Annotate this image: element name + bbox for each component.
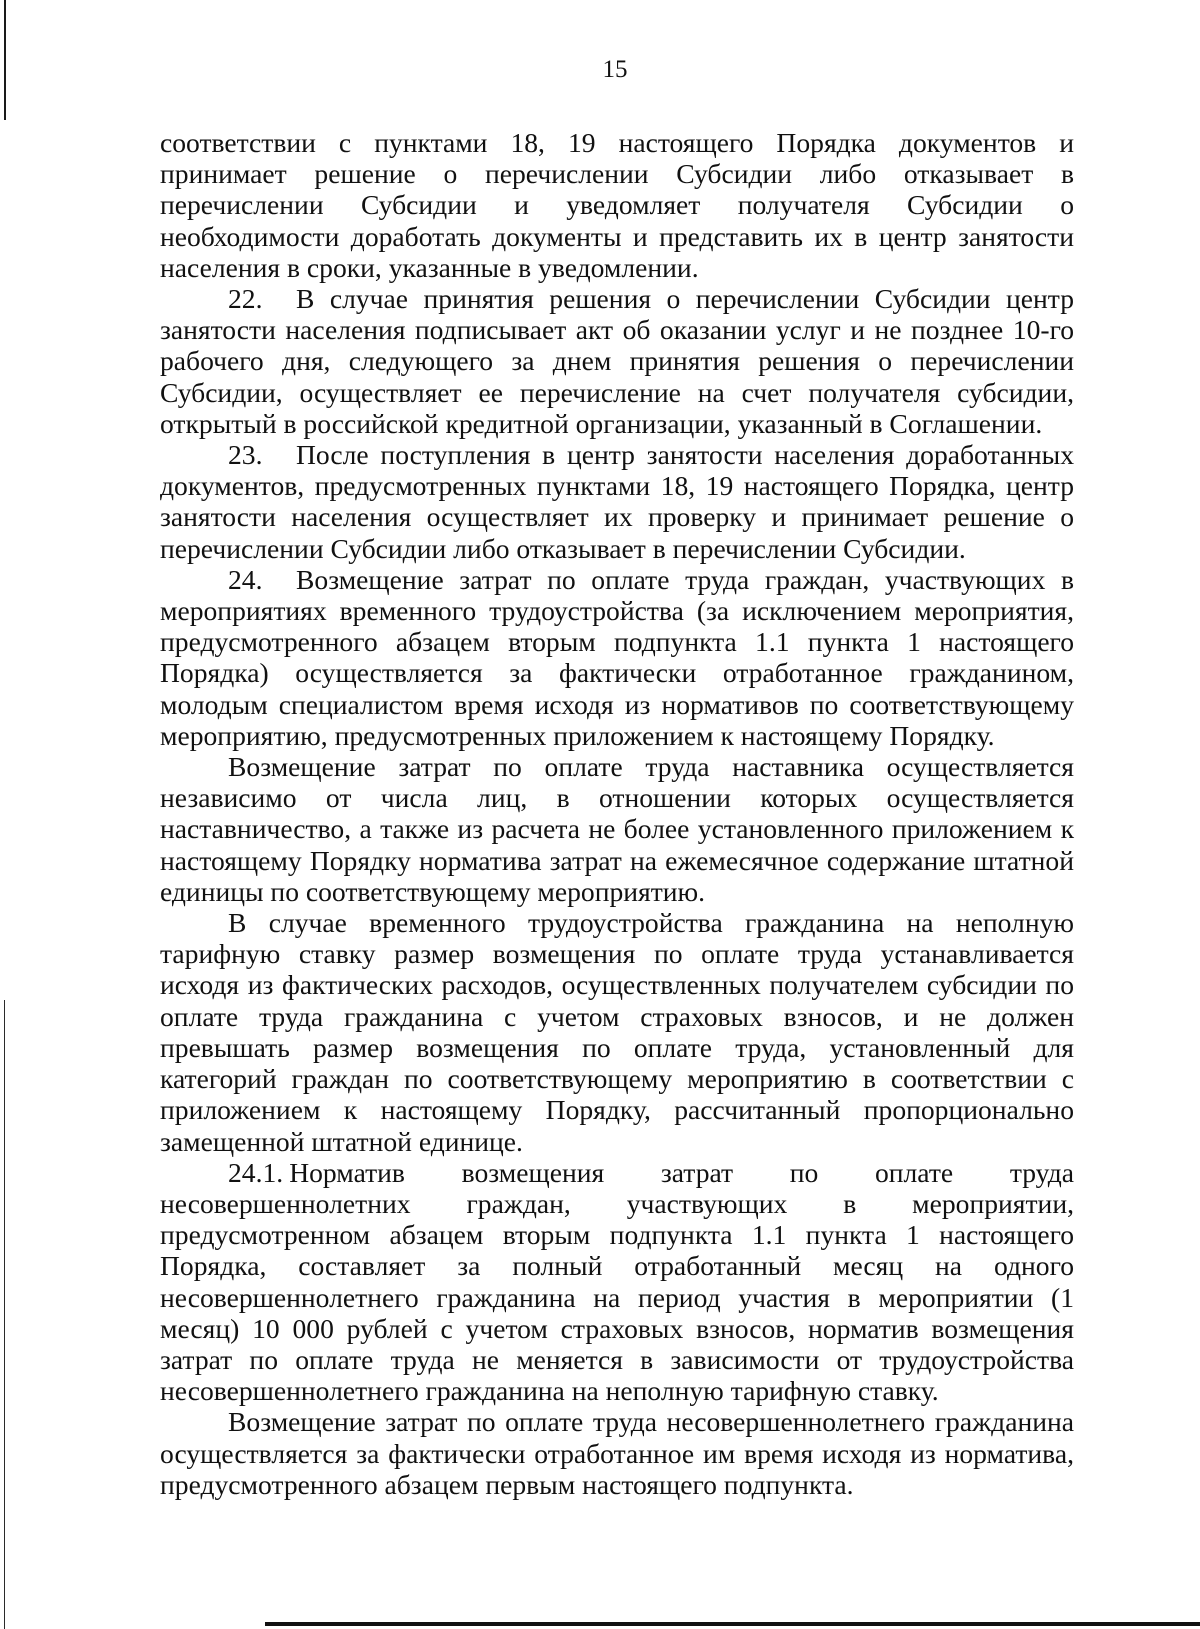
paragraph-item-22 (160, 283, 1074, 439)
paragraph-text: Норматив возмещения затрат по оплате труда несовершеннолетних граждан, участвующих в мероприятии, предусмотренном абзацем вторым подпункта 1.1 пункта 1 настоящего Порядка, составляет за полный отработанный месяц на одного несовершеннолетнего гражданина на период участия в мероприятии (1 месяц) 10 000 рублей с учетом страховых взносов, норматив возмещения затрат по оплате труда не меняется в зависимости от трудоустройства несовершеннолетнего гражданина на неполную тарифную ставку. (160, 1156, 1074, 1407)
paragraph-text: Возмещение затрат по оплате труда наставника осуществляется независимо от числа лиц, в отношении которых осуществляется наставничество, а также из расчета не более установленного приложением к настоящему Порядку норматива затрат на ежемесячное содержание штатной единицы по соответствующему мероприятию. (160, 751, 1074, 907)
paragraph-text: Возмещение затрат по оплате труда несовершеннолетнего гражданина осуществляется за фактически отработанное им время исходя из норматива, предусмотренного абзацем первым настоящего подпункта. (160, 1406, 1074, 1500)
scan-edge-lower (4, 1000, 5, 1629)
item-number: 23. (228, 439, 263, 471)
paragraph-part-time (160, 907, 1074, 1157)
scan-edge-bottom (265, 1622, 1200, 1626)
item-number: 22. (228, 283, 263, 315)
paragraph-continuation (160, 127, 1074, 283)
page-number: 15 (602, 56, 628, 83)
document-body (160, 127, 1074, 1500)
paragraph-minor-compensation (160, 1406, 1074, 1500)
item-number: 24.1. (228, 1156, 284, 1188)
paragraph-text: Возмещение затрат по оплате труда граждан, участвующих в мероприятиях временного трудоустройства (за исключением мероприятия, предусмотренного абзацем вторым подпункта 1.1 пункта 1 настоящего Порядка) осуществляется за фактически отработанное гражданином, молодым специалистом время исходя из нормативов по соответствующему мероприятию, предусмотренных приложением к настоящему Порядку. (160, 563, 1074, 751)
paragraph-text: После поступления в центр занятости населения доработанных документов, предусмотренных пунктами 18, 19 настоящего Порядка, центр занятости населения осуществляет их проверку и принимает решение о перечислении Субсидии либо отказывает в перечислении Субсидии. (160, 439, 1074, 564)
paragraph-item-23 (160, 439, 1074, 564)
paragraph-text: В случае временного трудоустройства гражданина на неполную тарифную ставку размер возмещения по оплате труда устанавливается исходя из фактических расходов, осуществленных получателем субсидии по оплате труда гражданина с учетом страховых взносов, и не должен превышать размер возмещения по оплате труда, установленный для категорий граждан по соответствующему мероприятию в соответствии с приложением к настоящему Порядку, рассчитанный пропорционально замещенной штатной единице. (160, 907, 1074, 1157)
item-number: 24. (228, 563, 263, 595)
paragraph-item-24 (160, 564, 1074, 751)
paragraph-text: соответствии с пунктами 18, 19 настоящего Порядка документов и принимает решение о перечислении Субсидии либо отказывает в перечислении Субсидии и уведомляет получателя Субсидии о необходимости доработать документы и представить их в центр занятости населения в сроки, указанные в уведомлении. (160, 127, 1074, 283)
paragraph-text: В случае принятия решения о перечислении Субсидии центр занятости населения подписывает акт об оказании услуг и не позднее 10-го рабочего дня, следующего за днем принятия решения о перечислении Субсидии, осуществляет ее перечисление на счет получателя субсидии, открытый в российской кредитной организации, указанный в Соглашении. (160, 283, 1074, 439)
paragraph-item-24-1 (160, 1157, 1074, 1407)
paragraph-mentor (160, 751, 1074, 907)
